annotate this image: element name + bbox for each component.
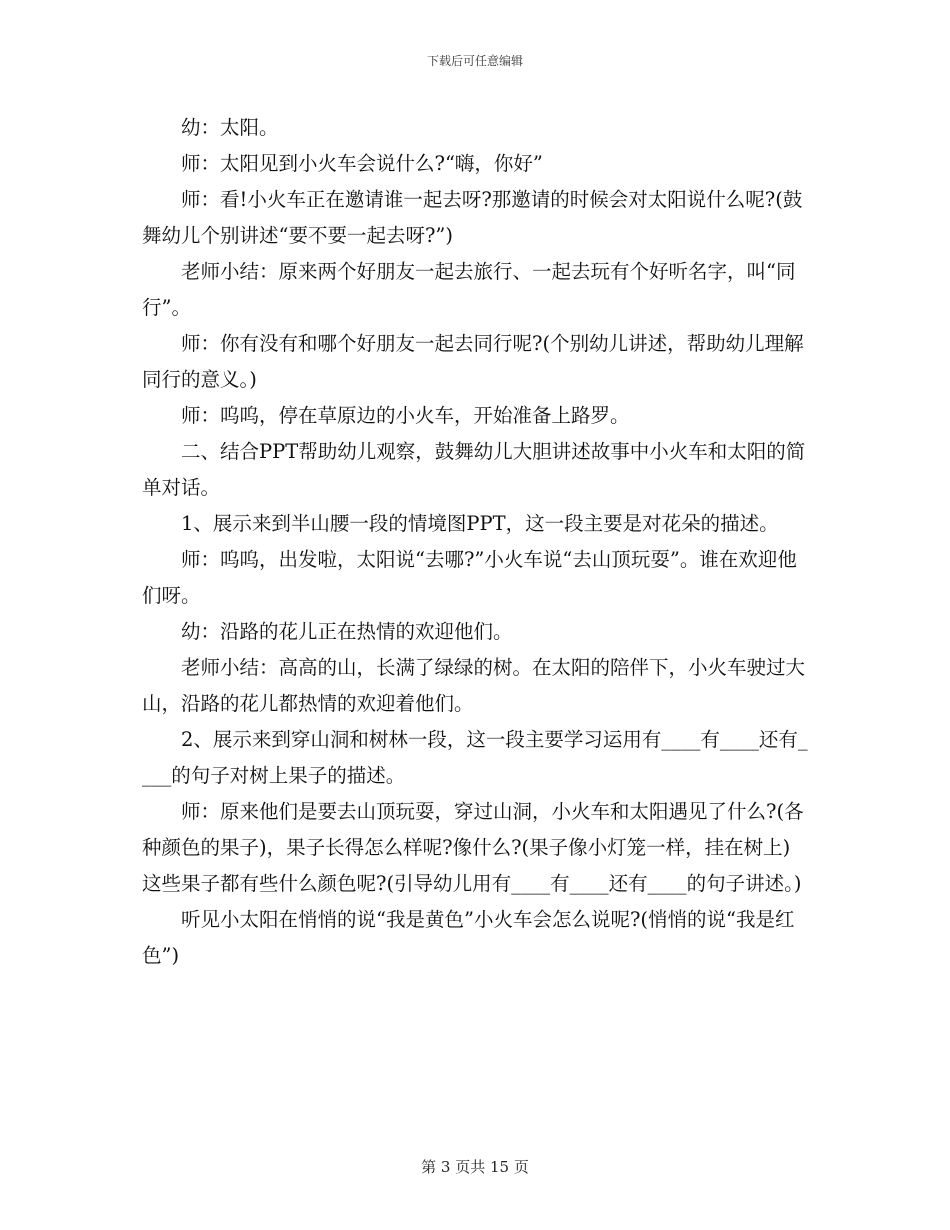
page-header: 下载后可任意编辑 [426, 54, 523, 68]
paragraph: 师：看!小火车正在邀请谁一起去呀?那邀请的时候会对太阳说什么呢?(鼓舞幼儿个别讲述“要不要一起去呀?”) [142, 188, 803, 247]
paragraph: 老师小结：高高的山，长满了绿绿的树。在太阳的陪伴下，小火车驶过大山，沿路的花儿都热情的欢迎着他们。 [142, 656, 806, 715]
paragraph: 幼：沿路的花儿正在热情的欢迎他们。 [181, 620, 513, 643]
paragraph: 师：太阳见到小火车会说什么?“嗨，你好” [181, 152, 543, 175]
page-footer: 第 3 页共 15 页 [421, 1158, 529, 1176]
paragraph: 1、展示来到半山腰一段的情境图PPT，这一段主要是对花朵的描述。 [181, 512, 779, 535]
document-body [142, 110, 808, 974]
paragraph: 师：呜呜，停在草原边的小火车，开始准备上路罗。 [181, 404, 630, 427]
paragraph: 听见小太阳在悄悄的说“我是黄色”小火车会怎么说呢?(悄悄的说“我是红色”) [142, 908, 795, 967]
paragraph: 师：原来他们是要去山顶玩耍，穿过山洞，小火车和太阳遇见了什么?(各种颜色的果子)，果子长得怎么样呢?像什么?(果子像小灯笼一样，挂在树上)这些果子都有些什么颜色呢?(引导幼儿用有____有____还有____的句子讲述。) [142, 800, 804, 895]
paragraph: 师：呜呜，出发啦，太阳说“去哪?”小火车说“去山顶玩耍”。谁在欢迎他们呀。 [142, 548, 797, 607]
paragraph: 2、展示来到穿山洞和树林一段，这一段主要学习运用有____有____还有____的句子对树上果子的描述。 [142, 728, 808, 787]
paragraph: 老师小结：原来两个好朋友一起去旅行、一起去玩有个好听名字，叫“同行”。 [142, 260, 796, 319]
paragraph: 幼：太阳。 [181, 116, 279, 139]
paragraph: 师：你有没有和哪个好朋友一起去同行呢?(个别幼儿讲述，帮助幼儿理解同行的意义。) [142, 332, 804, 391]
section-heading-paragraph: 二、结合PPT帮助幼儿观察，鼓舞幼儿大胆讲述故事中小火车和太阳的简单对话。 [142, 440, 806, 499]
